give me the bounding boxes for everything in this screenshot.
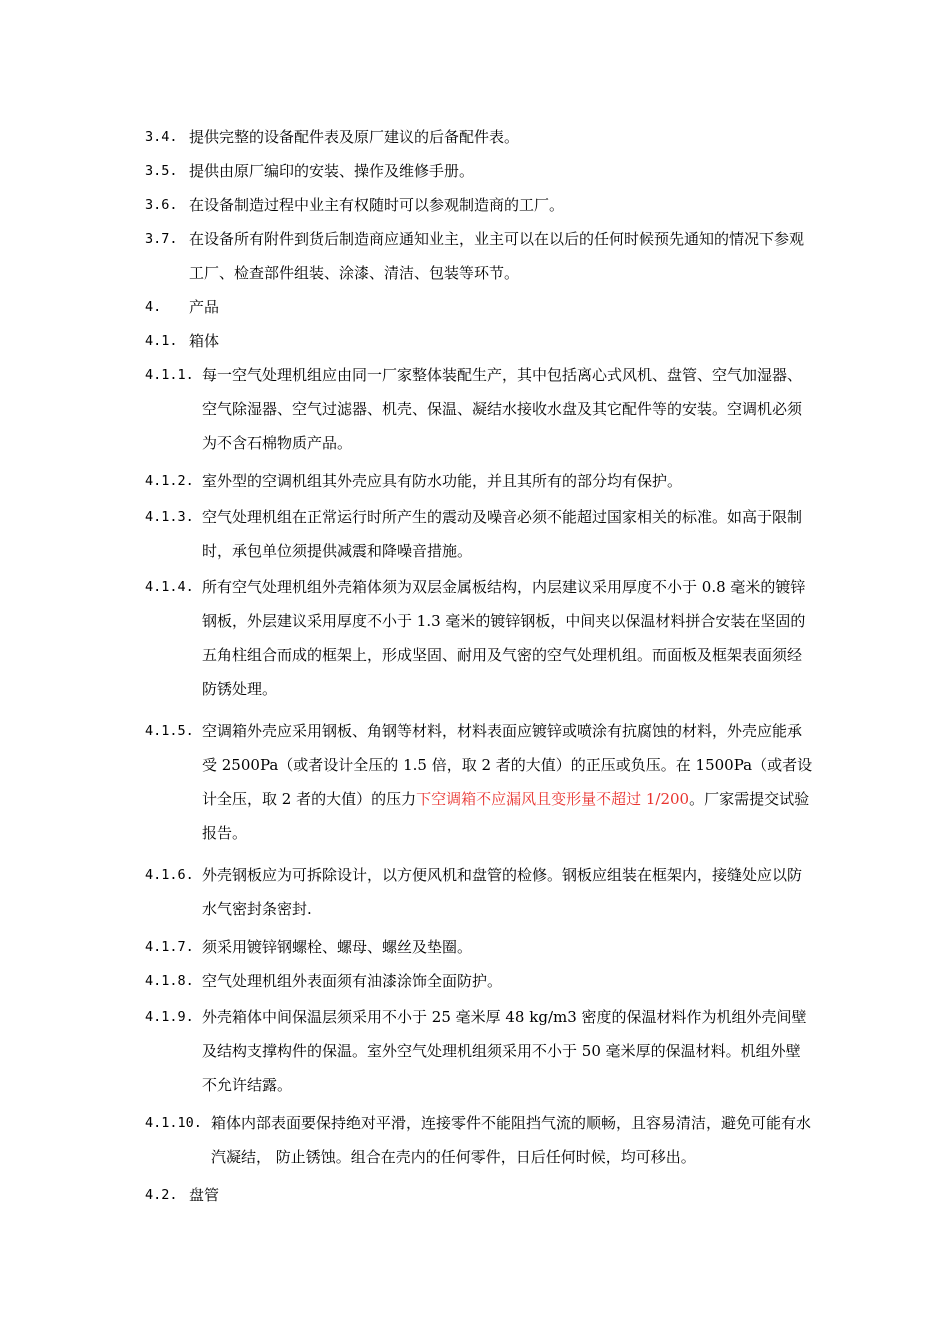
clause-text: 须采用镀锌钢螺栓、螺母、螺丝及垫圈。 [202, 938, 473, 956]
clause-text-part: 。厂家需提交试验报告。 [202, 790, 810, 842]
clause-number: 4.1.9. [145, 1009, 194, 1025]
clause-4-1-7 [145, 930, 813, 964]
section-4 [145, 290, 813, 324]
clause-4-1-4 [145, 570, 813, 706]
clause-number: 4.1.5. [145, 723, 194, 739]
clause-number: 3.5. [145, 163, 178, 179]
clause-text: 每一空气处理机组应由同一厂家整体装配生产，其中包括离心式风机、盘管、空气加湿器、空气除湿器、空气过滤器、机壳、保温、凝结水接收水盘及其它配件等的安装。空调机必须为不含石棉物质产品。 [202, 366, 803, 452]
clause-number: 3.4. [145, 129, 178, 145]
clause-number: 4.1.3. [145, 509, 194, 525]
clause-text-part: 空调箱外壳应采用钢板、角钢等材料，材料表面应镀锌或喷涂有抗腐蚀的材料，外壳应能承受 2500Pa（或者设计全压的 1.5 倍，取 2 者的大值）的正压或负压。在 1500Pa（或者设计全压，取 2 者的大值）的压力 [202, 722, 813, 808]
clause-text: 提供由原厂编印的安装、操作及维修手册。 [189, 162, 475, 180]
section-title: 产品 [189, 298, 220, 316]
section-4-2 [145, 1178, 813, 1212]
clause-text: 外壳箱体中间保温层须采用不小于 25 毫米厚 48 kg/m3 密度的保温材料作为机组外壳间壁及结构支撑构件的保温。室外空气处理机组须采用不小于 50 毫米厚的保温材料。机组外壁不允许结露。 [202, 1008, 807, 1094]
clause-4-1-3 [145, 500, 813, 568]
clause-text: 空气处理机组在正常运行时所产生的震动及噪音必须不能超过国家相关的标准。如高于限制时，承包单位须提供减震和降噪音措施。 [202, 508, 803, 560]
clause-number: 4.1.1. [145, 367, 194, 383]
clause-4-1-6 [145, 858, 813, 926]
clause-3-6 [145, 188, 813, 222]
clause-number: 4.1.4. [145, 579, 194, 595]
clause-text: 提供完整的设备配件表及原厂建议的后备配件表。 [189, 128, 520, 146]
clause-text: 外壳钢板应为可拆除设计，以方便风机和盘管的检修。钢板应组装在框架内，接缝处应以防水气密封条密封. [202, 866, 803, 918]
clause-number: 4.1.7. [145, 939, 194, 955]
clause-number: 4.1.2. [145, 473, 194, 489]
section-4-1 [145, 324, 813, 358]
clause-text: 空气处理机组外表面须有油漆涂饰全面防护。 [202, 972, 503, 990]
clause-3-7 [145, 222, 813, 290]
clause-text: 在设备制造过程中业主有权随时可以参观制造商的工厂。 [189, 196, 565, 214]
clause-3-4 [145, 120, 813, 154]
clause-4-1-10 [145, 1106, 813, 1174]
clause-4-1-5 [145, 714, 813, 850]
section-title: 盘管 [189, 1186, 220, 1204]
highlighted-text: 下空调箱不应漏风且变形量不超过 1/200 [416, 790, 690, 808]
clause-text-content: 在设备所有附件到货后制造商应通知业主，业主可以在以后的任何时候预先通知的情况下参观工厂、检查部件组装、涂漆、清洁、包装等环节。 [189, 230, 805, 282]
clause-number: 3.6. [145, 197, 178, 213]
clause-text: 室外型的空调机组其外壳应具有防水功能，并且其所有的部分均有保护。 [202, 472, 683, 490]
section-number: 4.1. [145, 333, 178, 349]
clause-text: 箱体内部表面要保持绝对平滑，连接零件不能阻挡气流的顺畅，且容易清洁，避免可能有水汽凝结， 防止锈蚀。组合在壳内的任何零件，日后任何时候，均可移出。 [211, 1114, 812, 1166]
section-title: 箱体 [189, 332, 220, 350]
clause-4-1-1 [145, 358, 813, 460]
clause-4-1-8 [145, 964, 813, 998]
clause-text [145, 714, 813, 850]
clause-4-1-2 [145, 464, 813, 498]
clause-text: 所有空气处理机组外壳箱体须为双层金属板结构，内层建议采用厚度不小于 0.8 毫米的镀锌钢板，外层建议采用厚度不小于 1.3 毫米的镀锌钢板，中间夹以保温材料拼合安装在坚固的五角柱组合而成的框架上，形成坚固、耐用及气密的空气处理机组。而面板及框架表面须经防锈处理。 [202, 578, 806, 698]
clause-number: 4.1.6. [145, 867, 194, 883]
clause-3-5 [145, 154, 813, 188]
clause-4-1-9 [145, 1000, 813, 1102]
clause-text [145, 222, 813, 290]
clause-number: 4.1.10. [145, 1115, 202, 1131]
section-number: 4.2. [145, 1187, 178, 1203]
clause-number: 4.1.8. [145, 973, 194, 989]
clause-number: 3.7. [145, 231, 178, 247]
section-number: 4. [145, 299, 162, 315]
